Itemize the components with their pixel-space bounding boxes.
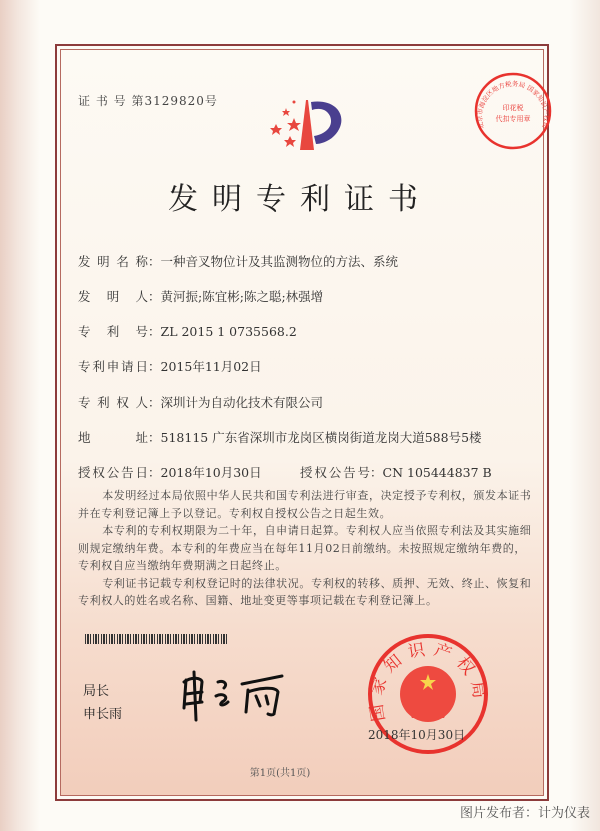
field-application-date: 专利申请日：2015年11月02日 [78, 359, 262, 374]
tax-stamp-center-text: 印花税 [502, 104, 524, 112]
paragraph: 专利证书记载专利权登记时的法律状况。专利权的转移、质押、无效、终止、恢复和专利权人的姓名或名称、国籍、地址变更等事项记载在专利登记簿上。 [78, 576, 532, 607]
field-value: 一种音叉物位计及其监测物位的方法、系统 [160, 254, 399, 269]
field-label: 地址 [78, 430, 148, 445]
tax-stamp [472, 70, 554, 152]
barcode [85, 634, 227, 644]
field-value: 黄河振;陈宜彬;陈之聪;林强增 [160, 289, 324, 304]
field-value: 深圳计为自动化技术有限公司 [160, 395, 324, 410]
field-address: 地址：518115 广东省深圳市龙岗区横岗街道龙岗大道588号5楼 [78, 430, 482, 445]
field-label: 授权公告日 [78, 465, 148, 480]
page-number: 第1页(共1页) [249, 768, 311, 779]
field-value: 2018年10月30日 [160, 465, 262, 480]
field-value: ZL 2015 1 0735568.2 [160, 324, 297, 339]
field-value: 2015年11月02日 [160, 359, 262, 374]
director-name: 申长雨 [83, 707, 123, 722]
field-value: 518115 广东省深圳市龙岗区横岗街道龙岗大道588号5楼 [160, 430, 482, 445]
field-patentee: 专利权人：深圳计为自动化技术有限公司 [78, 395, 324, 410]
field-invention-name: 发明名称：一种音叉物位计及其监测物位的方法、系统 [78, 254, 399, 269]
field-patent-number: 专利号：ZL 2015 1 0735568.2 [78, 324, 297, 339]
field-label: 发明名称 [78, 254, 148, 269]
field-inventors: 发明人：黄河振;陈宜彬;陈之聪;林强增 [78, 289, 324, 304]
field-publication-number: 授权公告号：CN 105444837 B [300, 465, 492, 480]
director-signature [178, 668, 298, 724]
certificate-title: 发明专利证书 [168, 182, 432, 217]
tax-stamp-ring-text: 北京市海淀区地方税务局 国家知识产权局 [475, 79, 551, 130]
field-label: 专利申请日 [78, 359, 148, 374]
paragraph: 本专利的专利权期限为二十年，自申请日起算。专利权人应当依照专利法及其实施细则规定缴纳年费。本专利的年费应当在每年11月02日前缴纳。未按照规定缴纳年费的，专利权自应当缴纳年费期满之日起终止。 [78, 524, 532, 572]
cnipa-logo [264, 98, 354, 168]
image-credit: 图片发布者：计为仪表 [459, 806, 590, 821]
seal-text: 国家知识产权局 [365, 639, 491, 723]
field-label: 专利权人 [78, 395, 148, 410]
certificate-body [78, 487, 533, 610]
field-label: 专利号 [78, 324, 148, 339]
certificate-number: 证 书 号 第3129820号 [78, 94, 218, 108]
field-label: 授权公告号 [300, 465, 370, 480]
tax-stamp-center-text: 代扣专用章 [495, 115, 531, 123]
director-title: 局长 [83, 684, 110, 699]
stars-icon [270, 101, 301, 148]
paragraph: 本发明经过本局依照中华人民共和国专利法进行审查，决定授予专利权，颁发本证书并在专利登记簿上予以登记。专利权自授权公告之日起生效。 [78, 489, 532, 520]
field-label: 发明人 [78, 289, 148, 304]
field-grant-date: 授权公告日：2018年10月30日 [78, 465, 262, 480]
field-value: CN 105444837 B [382, 465, 492, 480]
seal-date: 2018年10月30日 [368, 728, 466, 742]
